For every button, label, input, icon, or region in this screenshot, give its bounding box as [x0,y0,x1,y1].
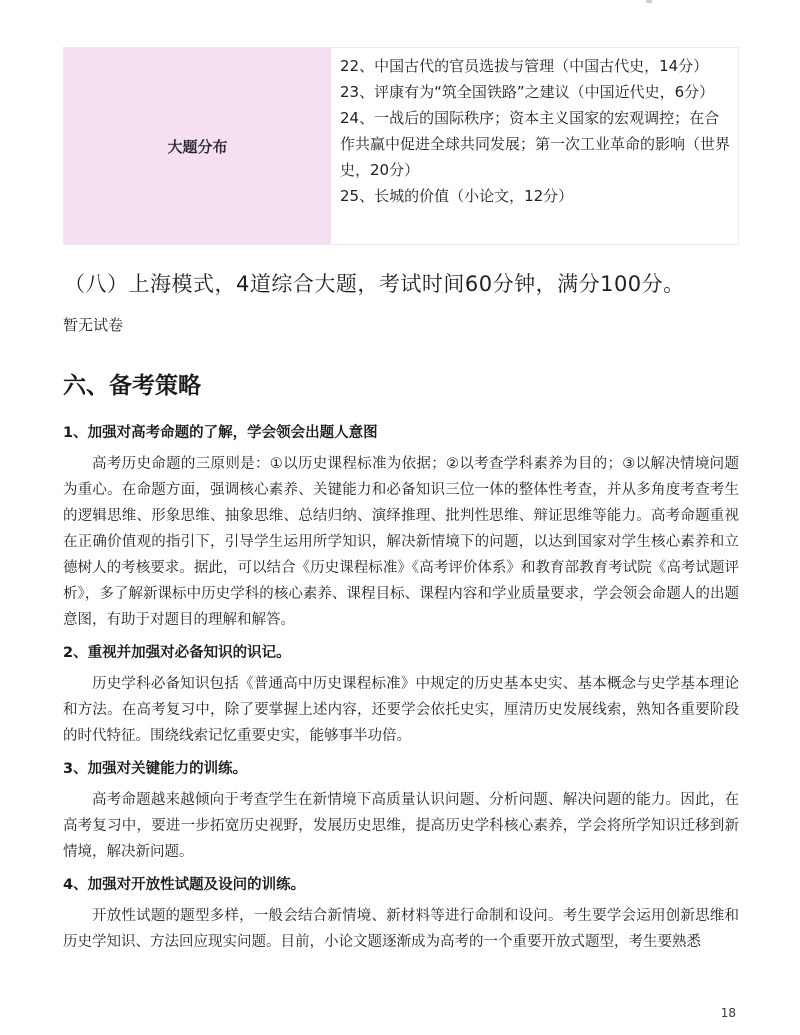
table-items-cell [331,48,738,244]
table-label: 大题分布 [167,137,228,156]
strategy-paragraph: 高考历史命题的三原则是：①以历史课程标准为依据；②以考查学科素养为目的；③以解决情境问题为重心。在命题方面，强调核心素养、关键能力和必备知识三位一体的整体性考查，并从多角度考查考生的逻辑思维、形象思维、抽象思维、总结归纳、演绎推理、批判性思维、辩证思维等能力。高考命题重视在正确价值观的指引下，引导学生运用所学知识，解决新情境下的问题，以达到国家对学生核心素养和立德树人的考核要求。据此，可以结合《历史课程标准》《高考评价体系》和教育部教育考试院《高考试题评析》，多了解新课标中历史学科的核心素养、课程目标、课程内容和学业质量要求，学会领会命题人的出题意图，有助于对题目的理解和解答。 [63,456,739,628]
strategy-paragraph: 开放性试题的题型多样，一般会结合新情境、新材料等进行命制和设问。考生要学会运用创新思维和历史学知识、方法回应现实问题。目前，小论文题逐渐成为高考的一个重要开放式题型，考生要熟悉 [63,908,739,950]
page-number: 18 [720,1006,736,1020]
table-item: 23、评康有为“筑全国铁路”之建议（中国近代史，6分） [340,83,715,101]
section-title: 六、备考策略 [63,373,201,399]
shanghai-mode-heading: （八）上海模式，4道综合大题，考试时间60分钟，满分100分。 [64,272,685,296]
strategy-paragraph: 高考命题越来越倾向于考查学生在新情境下高质量认识问题、分析问题、解决问题的能力。因此，在高考复习中，要进一步拓宽历史视野，发展历史思维，提高历史学科核心素养，学会将所学知识迁移到新情境，解决新问题。 [63,792,739,860]
strategy-item [63,757,739,865]
strategy-item [63,421,739,633]
strategy-paragraph: 历史学科必备知识包括《普通高中历史课程标准》中规定的历史基本史实、基本概念与史学基本理论和方法。在高考复习中，除了要掌握上述内容，还要学会依托史实，厘清历史发展线索，熟知各重要阶段的时代特征。围绕线索记忆重要史实，能够事半功倍。 [63,676,739,744]
no-paper-note: 暂无试卷 [63,316,124,334]
table-item: 25、长城的价值（小论文，12分） [340,187,574,205]
question-distribution-table [63,47,739,245]
strategy-heading: 4、加强对开放性试题及设问的训练。 [63,877,306,893]
strategy-item [63,641,739,749]
table-item: 22、中国古代的官员选拔与管理（中国古代史，14分） [340,57,709,75]
page-corner-mark [646,0,652,3]
strategy-heading: 1、加强对高考命题的了解，学会领会出题人意图 [63,425,378,441]
table-label-cell [64,48,331,244]
strategy-heading: 2、重视并加强对必备知识的识记。 [63,645,291,661]
table-item: 24、一战后的国际秩序；资本主义国家的宏观调控；在合作共赢中促进全球共同发展；第一次工业革命的影响（世界史，20分） [340,109,731,179]
strategy-list [63,421,739,963]
strategy-item [63,873,739,955]
strategy-heading: 3、加强对关键能力的训练。 [63,761,248,777]
